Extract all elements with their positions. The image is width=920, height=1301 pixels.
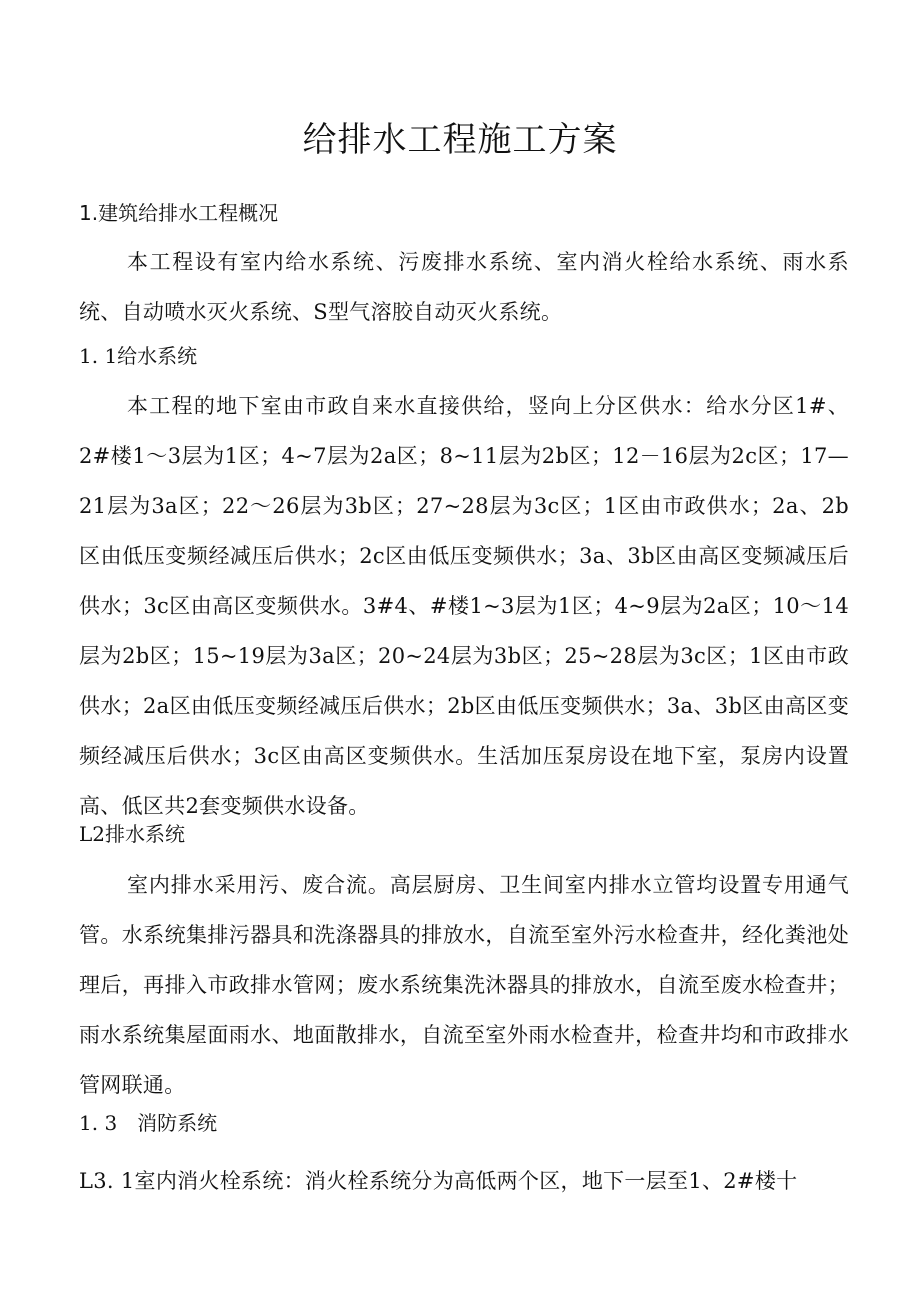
section-1-2-paragraph: 室内排水采用污、废合流。高层厨房、卫生间室内排水立管均设置专用通气管。水系统集排污器具和洗涤器具的排放水，自流至室外污水检查井，经化粪池处理后，再排入市政排水管网；废水系统集洗沐器具的排放水，自流至废水检查井；雨水系统集屋面雨水、地面散排水，自流至室外雨水检查井，检查井均和市政排水管网联通。	[79, 873, 849, 1097]
document-title: 给排水工程施工方案	[302, 120, 618, 160]
section-1-3-paragraph: L3. 1室内消火栓系统：消火栓系统分为高低两个区，地下一层至1、2#楼十	[79, 1169, 798, 1193]
section-1-1-paragraph: 本工程的地下室由市政自来水直接供给，竖向上分区供水：给水分区1#、2#楼1～3层为1区；4~7层为2a区；8~11层为2b区；12－16层为2c区；17—21层为3a区；22～26层为3b区；27~28层为3c区；1区由市政供水；2a、2b区由低压变频经减压后供水；2c区由低压变频供水；3a、3b区由高区变频减压后供水；3c区由高区变频供水。3#4、#楼1~3层为1区；4~9层为2a区；10～14层为2b区；15~19层为3a区；20~24层为3b区；25~28层为3c区；1区由市政供水；2a区由低压变频经减压后供水；2b区由低压变频供水；3a、3b区由高区变频经减压后供水；3c区由高区变频供水。生活加压泵房设在地下室，泵房内设置高、低区共2套变频供水设备。	[79, 394, 849, 818]
section-1-1-heading: 1. 1给水系统	[79, 344, 198, 368]
section-1-heading: 1.建筑给排水工程概况	[79, 201, 279, 225]
section-1-3-heading: 1. 3 消防系统	[79, 1111, 218, 1135]
section-1-paragraph: 本工程设有室内给水系统、污废排水系统、室内消火栓给水系统、雨水系统、自动喷水灭火系统、S型气溶胶自动灭火系统。	[79, 250, 849, 324]
section-1-2-heading: L2排水系统	[79, 822, 186, 846]
